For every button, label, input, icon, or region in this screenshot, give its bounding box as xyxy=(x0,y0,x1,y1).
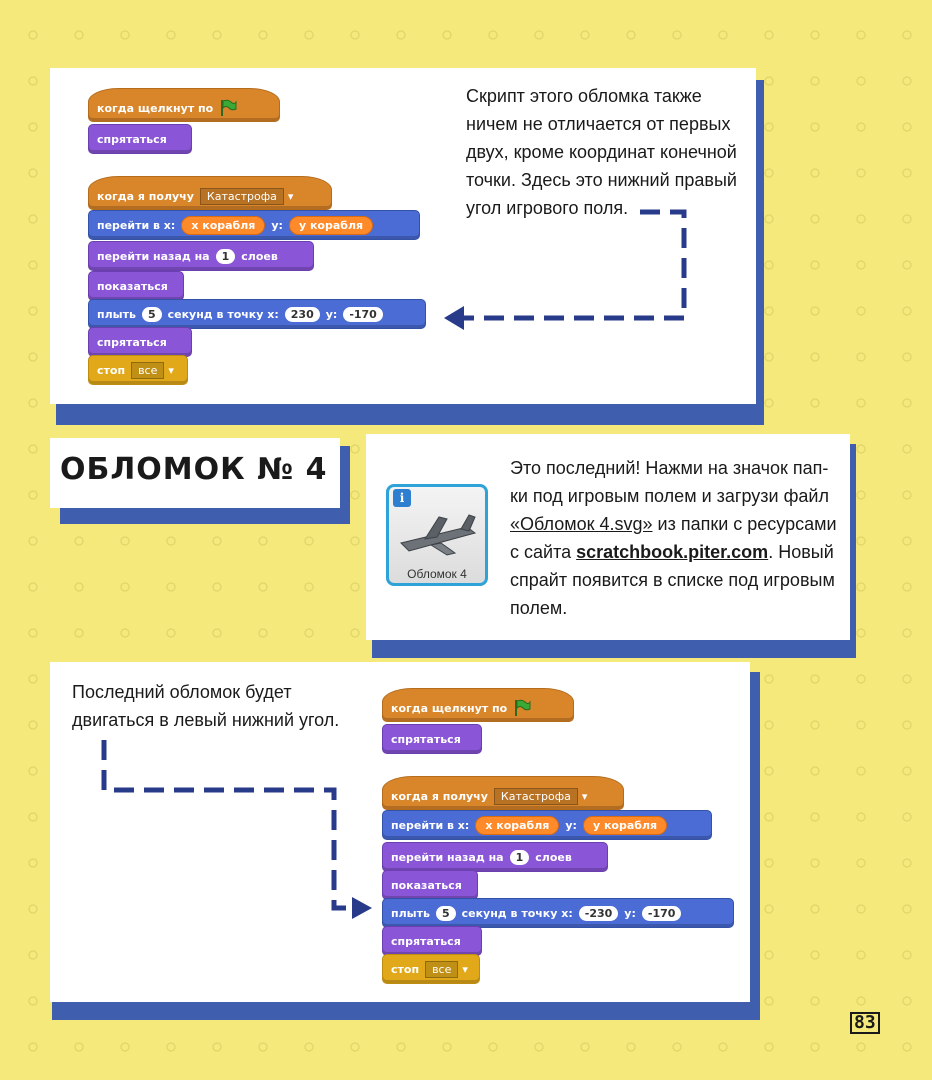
x-ship-reporter[interactable]: x корабля xyxy=(475,816,559,835)
y-ship-reporter[interactable]: y корабля xyxy=(583,816,667,835)
note-line: Последний обломок будет xyxy=(72,682,292,702)
note-line: Скрипт этого обломка также xyxy=(466,86,702,106)
block-label: перейти в x: xyxy=(97,218,176,232)
y-input[interactable]: -170 xyxy=(343,307,383,322)
block-label: y: xyxy=(565,818,577,832)
note-line: угол игрового поля. xyxy=(466,198,629,218)
note-text: из папки с ресурсами xyxy=(652,514,837,534)
note-line: двух, кроме координат конечной xyxy=(466,142,737,162)
arrow-to-glide-1 xyxy=(444,212,684,330)
y-ship-reporter[interactable]: y корабля xyxy=(289,216,373,235)
block-label: когда я получу xyxy=(391,789,488,803)
block-label: стоп xyxy=(391,962,420,976)
y-input[interactable]: -170 xyxy=(642,906,682,921)
x-input[interactable]: -230 xyxy=(579,906,619,921)
page-heading: ОБЛОМОК № 4 xyxy=(60,452,328,487)
block-label: слоев xyxy=(535,850,572,864)
block-label: y: xyxy=(624,906,636,920)
note-line: ки под игровым полем и загрузи файл xyxy=(510,486,829,506)
block-label: показаться xyxy=(97,279,168,293)
block-label: перейти назад на xyxy=(97,249,210,263)
block-label: когда щелкнут по xyxy=(391,701,508,715)
dropdown-arrow-icon: ▾ xyxy=(581,789,588,803)
seconds-input[interactable]: 5 xyxy=(142,307,162,322)
note-line: спрайт появится в списке под игровым xyxy=(510,570,835,590)
block-label: плыть xyxy=(97,307,136,321)
block-label: когда я получу xyxy=(97,189,194,203)
block-label: секунд в точку x: xyxy=(167,307,279,321)
site-link[interactable]: scratchbook.piter.com xyxy=(576,542,769,562)
block-label: спрятаться xyxy=(97,335,167,349)
stop-dropdown[interactable]: все xyxy=(131,362,164,379)
block-label: y: xyxy=(325,307,338,321)
note-line: полем. xyxy=(510,598,568,618)
dropdown-arrow-icon: ▾ xyxy=(168,363,174,377)
arrow-to-glide-3 xyxy=(104,740,372,919)
block-label: перейти назад на xyxy=(391,850,504,864)
block-label: спрятаться xyxy=(391,934,461,948)
layers-input[interactable]: 1 xyxy=(216,249,236,264)
x-input[interactable]: 230 xyxy=(285,307,320,322)
message-dropdown[interactable]: Катастрофа xyxy=(494,788,578,805)
block-label: y: xyxy=(271,218,283,232)
x-ship-reporter[interactable]: x корабля xyxy=(181,216,265,235)
block-label: показаться xyxy=(391,878,462,892)
svg-file-link[interactable]: «Обломок 4.svg» xyxy=(510,514,653,534)
layers-input[interactable]: 1 xyxy=(510,850,530,865)
block-label: перейти в x: xyxy=(391,818,470,832)
message-dropdown[interactable]: Катастрофа xyxy=(200,188,284,205)
note-line: точки. Здесь это нижний правый xyxy=(466,170,737,190)
block-label: спрятаться xyxy=(391,732,461,746)
block-label: спрятаться xyxy=(97,132,167,146)
seconds-input[interactable]: 5 xyxy=(436,906,456,921)
block-label: плыть xyxy=(391,906,430,920)
note-line: двигаться в левый нижний угол. xyxy=(72,710,340,730)
note-text: с сайта xyxy=(510,542,577,562)
dropdown-arrow-icon: ▾ xyxy=(287,189,294,203)
block-label: когда щелкнут по xyxy=(97,101,214,115)
stop-dropdown[interactable]: все xyxy=(425,961,458,978)
info-icon[interactable]: i xyxy=(393,489,411,507)
block-label: слоев xyxy=(241,249,278,263)
block-label: секунд в точку x: xyxy=(461,906,573,920)
page-number: 83 xyxy=(850,1012,880,1034)
sprite-name: Обломок 4 xyxy=(407,567,467,581)
block-label: стоп xyxy=(97,363,126,377)
note-line: ничем не отличается от первых xyxy=(466,114,731,134)
note-text: . Новый xyxy=(768,542,834,562)
dropdown-arrow-icon: ▾ xyxy=(462,962,468,976)
note-line: Это последний! Нажми на значок пап- xyxy=(510,458,829,478)
